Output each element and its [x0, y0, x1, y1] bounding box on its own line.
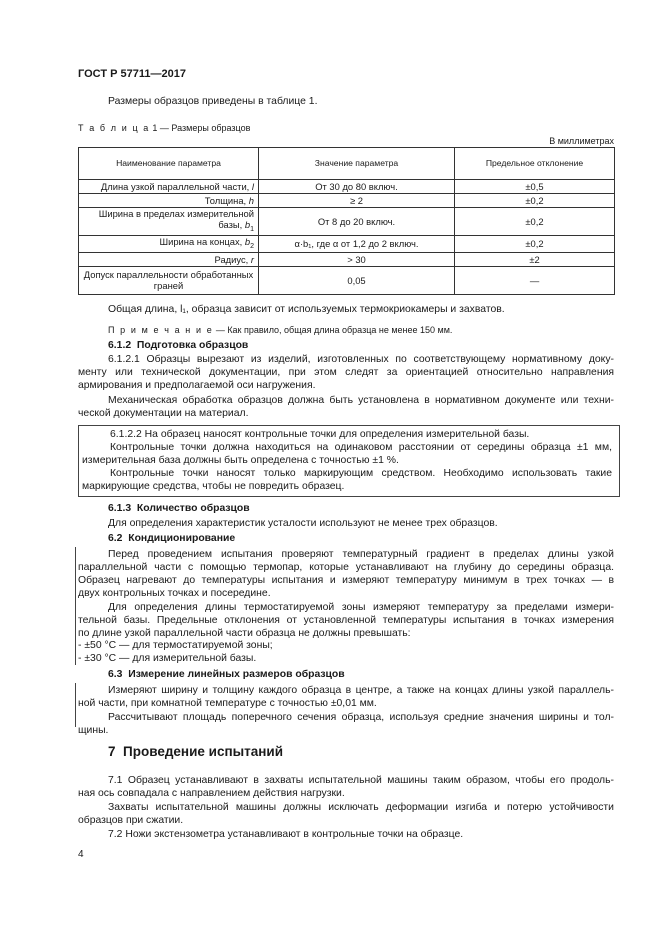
section-6-3-heading	[108, 668, 345, 681]
parameter-deviation-cell: ±0,2	[455, 194, 615, 208]
parameter-name: Ширина в пределах измерительной базы,	[98, 208, 254, 231]
table-row	[79, 236, 615, 253]
table-row	[79, 180, 615, 194]
text-line: тельной базы. Предельные отклонения от установленной температуры испытания в точках измерения	[78, 615, 614, 626]
section-title: Проведение испытаний	[123, 744, 284, 759]
section-number: 6.1.3	[108, 503, 132, 514]
text-line: измерительная база должны быть определена с точностью ±1 %.	[82, 455, 399, 466]
general-length-text: Общая длина, l₁, образца зависит от используемых термокриокамеры и захватов.	[108, 304, 505, 315]
parameter-deviation-cell: ±0,5	[455, 180, 615, 194]
text-line: менту или технической документации, при этом следят за ориентацией относительно направления	[78, 367, 614, 378]
text-line: ная ось совпадала с направлением действия нагрузки.	[78, 788, 345, 799]
text-line: ческой документации на материал.	[78, 408, 249, 419]
text-line: ной части, при комнатной температуре с точностью ±0,01 мм.	[78, 698, 377, 709]
section-7-heading	[108, 744, 283, 759]
parameter-symbol-subscript: 2	[250, 242, 254, 250]
text-line: Контрольные точки наносят только маркирующим средством. Необходимо использовать такие	[110, 468, 612, 479]
table-row	[79, 252, 615, 266]
list-item: - ±30 °С — для измерительной базы.	[78, 653, 257, 664]
text-line: Механическая обработка образцов должна быть установлена в нормативном документе или техни-	[108, 395, 614, 406]
section-number: 6.3	[108, 669, 123, 680]
section-title: Подготовка образцов	[136, 340, 249, 351]
parameter-name: Радиус,	[214, 253, 249, 265]
text-line: 6.1.2.1 Образцы вырезают из изделий, изготовленных по соответствующему нормативному доку-	[108, 354, 614, 365]
paragraph-machining	[78, 394, 614, 420]
change-bar	[75, 683, 76, 727]
section-number: 6.1.2	[108, 340, 132, 351]
text-line: 6.1.2.2 На образец наносят контрольные точки для определения измерительной базы.	[110, 429, 530, 440]
table-row	[79, 266, 615, 294]
parameter-symbol: l	[251, 181, 254, 192]
table-caption	[78, 123, 250, 133]
parameter-name-cell	[79, 252, 259, 266]
section-6-2-heading	[108, 532, 235, 545]
table-caption-title: 1 — Размеры образцов	[152, 123, 251, 133]
text-line: Контрольные точки должна находиться на одинаковом расстоянии от середины образца ±1 мм,	[110, 442, 612, 453]
parameters-table	[78, 147, 615, 295]
parameter-symbol: r	[250, 253, 254, 265]
note-text: — Как правило, общая длина образца не менее 150 мм.	[215, 325, 453, 335]
text-line: маркирующие средства, чтобы не повредить образец.	[82, 481, 345, 492]
table-units: В миллиметрах	[549, 136, 614, 146]
section-title: Кондиционирование	[128, 533, 236, 544]
paragraph-6-2-b	[78, 601, 614, 640]
parameter-value-cell: α·b₁, где α от 1,2 до 2 включ.	[259, 236, 455, 253]
text-line: Перед проведением испытания проверяют температурный градиент в пределах длины узкой	[108, 549, 614, 560]
section-number: 7	[108, 744, 116, 759]
paragraph-6-3-b	[78, 711, 614, 737]
temperature-list	[78, 639, 614, 665]
parameter-symbol: h	[248, 195, 254, 206]
text-line: Захваты испытательной машины должны исключать деформации изгиба и потерю устойчивости	[108, 802, 614, 813]
parameter-value-cell: От 8 до 20 включ.	[259, 208, 455, 236]
parameter-name: Допуск параллельности обработанных граней	[83, 269, 254, 292]
text-line: Рассчитывают площадь поперечного сечения образца, используя средние значения ширины и тол-	[108, 712, 614, 723]
text-line: 7.1 Образец устанавливают в захваты испытательной машины таким образом, чтобы его продоль-	[108, 775, 614, 786]
text-line: Измеряют ширину и толщину каждого образца в центре, а также на концах длины узкой параллель-	[108, 685, 614, 696]
parameter-deviation-cell: —	[455, 266, 615, 294]
note-prefix: П р и м е ч а н и е	[108, 325, 214, 335]
parameter-name: Длина узкой параллельной части,	[100, 181, 250, 192]
table-caption-prefix: Т а б л и ц а	[78, 123, 150, 133]
paragraph-7-1-grips	[78, 801, 614, 827]
text-line: образцов при сжатии.	[78, 815, 184, 826]
parameter-name-cell	[79, 194, 259, 208]
section-6-1-3-heading	[108, 502, 250, 515]
paragraph-7-2: 7.2 Ножи экстензометра устанавливают в контрольные точки на образце.	[108, 829, 464, 840]
text-line: Для определения длины термостатируемой зоны измеряют температуру за пределами измери-	[108, 602, 614, 613]
paragraph-7-1	[78, 774, 614, 800]
text-line: двух контрольных точках и посередине.	[78, 588, 271, 599]
text-line: Образец нагревают до температуры испытания и измеряют температуру минимум в трех точках — в	[78, 575, 614, 586]
parameter-symbol: b	[244, 236, 251, 247]
section-number: 6.2	[108, 533, 123, 544]
paragraph-6-1-3: Для определения характеристик усталости используют не менее трех образцов.	[108, 518, 498, 529]
parameter-symbol-subscript: 1	[250, 225, 254, 233]
parameter-name-cell	[79, 266, 259, 294]
table-note	[108, 325, 452, 335]
parameter-deviation-cell: ±0,2	[455, 236, 615, 253]
page-number: 4	[78, 849, 84, 860]
parameter-value-cell: ≥ 2	[259, 194, 455, 208]
parameter-value-cell: От 30 до 80 включ.	[259, 180, 455, 194]
intro-text: Размеры образцов приведены в таблице 1.	[108, 96, 318, 107]
text-line: армирования и предполагаемой оси нагружения.	[78, 380, 316, 391]
list-item: - ±50 °С — для термостатируемой зоны;	[78, 640, 273, 651]
paragraph-6-1-2-2	[82, 428, 612, 493]
parameter-name-cell	[79, 236, 259, 253]
column-header: Предельное отклонение	[455, 148, 615, 180]
parameter-name: Толщина,	[204, 195, 247, 206]
paragraph-6-3-a	[78, 684, 614, 710]
paragraph-6-1-2-1	[78, 353, 614, 392]
parameter-deviation-cell: ±2	[455, 252, 615, 266]
parameter-symbol: b	[244, 219, 251, 231]
parameter-name-cell	[79, 180, 259, 194]
column-header: Значение параметра	[259, 148, 455, 180]
section-title: Измерение линейных размеров образцов	[128, 669, 345, 680]
text-line: параллельной части с помощью термопар, которые устанавливают на глубину до середины образца.	[78, 562, 614, 573]
text-line: по длине узкой параллельной части образца не должны превышать:	[78, 628, 411, 639]
text-line: щины.	[78, 725, 109, 736]
parameter-name-cell	[79, 208, 259, 236]
parameter-value-cell: > 30	[259, 252, 455, 266]
parameter-deviation-cell: ±0,2	[455, 208, 615, 236]
table-row	[79, 208, 615, 236]
change-bar	[75, 547, 76, 665]
table-row	[79, 194, 615, 208]
section-6-1-2-heading	[108, 339, 248, 352]
parameter-value-cell: 0,05	[259, 266, 455, 294]
table-header-row	[79, 148, 615, 180]
document-header: ГОСТ Р 57711—2017	[78, 68, 186, 80]
parameter-name: Ширина на концах,	[159, 236, 243, 247]
column-header: Наименование параметра	[79, 148, 259, 180]
paragraph-6-2-a	[78, 548, 614, 600]
section-title: Количество образцов	[136, 503, 250, 514]
